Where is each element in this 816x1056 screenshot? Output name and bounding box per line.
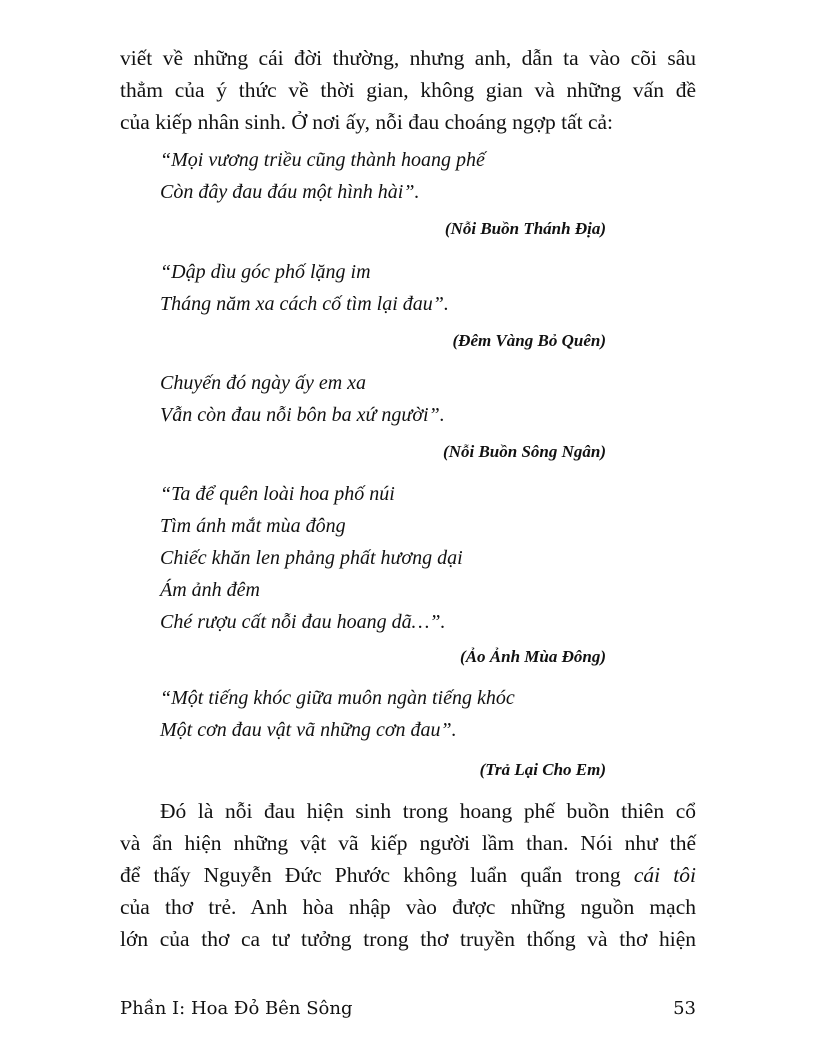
verse-line: Còn đây đau đáu một hình hài”. — [160, 181, 420, 203]
verse-line: Một cơn đau vật vã những cơn đau”. — [160, 719, 457, 741]
verse-line: “Ta để quên loài hoa phố núi — [160, 483, 395, 505]
verse-line: Tháng năm xa cách cố tìm lại đau”. — [160, 293, 449, 315]
text-line: của kiếp nhân sinh. Ở nơi ấy, nỗi đau choáng ngợp tất cả: — [120, 110, 614, 134]
closing-paragraph — [120, 795, 696, 955]
quote-source: (Ảo Ảnh Mùa Đông) — [460, 647, 606, 666]
text-line: lớn của thơ ca tư tưởng trong thơ truyền thống và thơ hiện — [120, 927, 696, 951]
verse-line: Chuyến đó ngày ấy em xa — [160, 372, 367, 394]
text-line: của thơ trẻ. Anh hòa nhập vào được những nguồn mạch — [120, 895, 696, 919]
text-line — [120, 859, 696, 891]
text-line: thẳm của ý thức về thời gian, không gian và những vấn đề — [120, 78, 696, 102]
intro-paragraph — [120, 42, 696, 138]
running-footer-title: Phần I: Hoa Đỏ Bên Sông — [120, 998, 353, 1019]
quote-source: (Nỗi Buồn Sông Ngân) — [443, 442, 606, 461]
verse-line: Chiếc khăn len phảng phất hương dại — [160, 547, 463, 569]
text-line: và ẩn hiện những vật vã kiếp người lầm than. Nói như thế — [120, 831, 696, 855]
poem-quote — [160, 682, 620, 746]
poem-quote — [160, 367, 620, 431]
poem-quote — [160, 144, 620, 208]
verse-line: “Một tiếng khóc giữa muôn ngàn tiếng khóc — [160, 687, 515, 709]
text-segment: để thấy Nguyễn Đức Phước không luẩn quẩn trong — [120, 863, 634, 887]
quote-source: (Nỗi Buồn Thánh Địa) — [444, 219, 606, 238]
poem-quote — [160, 256, 620, 320]
verse-line: “Dập dìu góc phố lặng im — [160, 261, 371, 283]
verse-line: Tìm ánh mắt mùa đông — [160, 515, 346, 537]
verse-line: Ám ảnh đêm — [160, 579, 260, 601]
page-number: 53 — [673, 998, 696, 1019]
verse-line: Ché rượu cất nỗi đau hoang dã…”. — [160, 611, 446, 633]
text-line: Đó là nỗi đau hiện sinh trong hoang phế buồn thiên cổ — [160, 799, 696, 823]
verse-line: “Mọi vương triều cũng thành hoang phế — [160, 149, 485, 171]
quote-source: (Đêm Vàng Bỏ Quên) — [452, 331, 606, 350]
text-line: viết về những cái đời thường, nhưng anh, dẫn ta vào cõi sâu — [120, 46, 696, 70]
poem-quote — [160, 478, 620, 638]
verse-line: Vẫn còn đau nỗi bôn ba xứ người”. — [160, 404, 445, 426]
quote-source: (Trả Lại Cho Em) — [479, 760, 606, 779]
emphasized-text: cái tôi — [633, 863, 696, 887]
